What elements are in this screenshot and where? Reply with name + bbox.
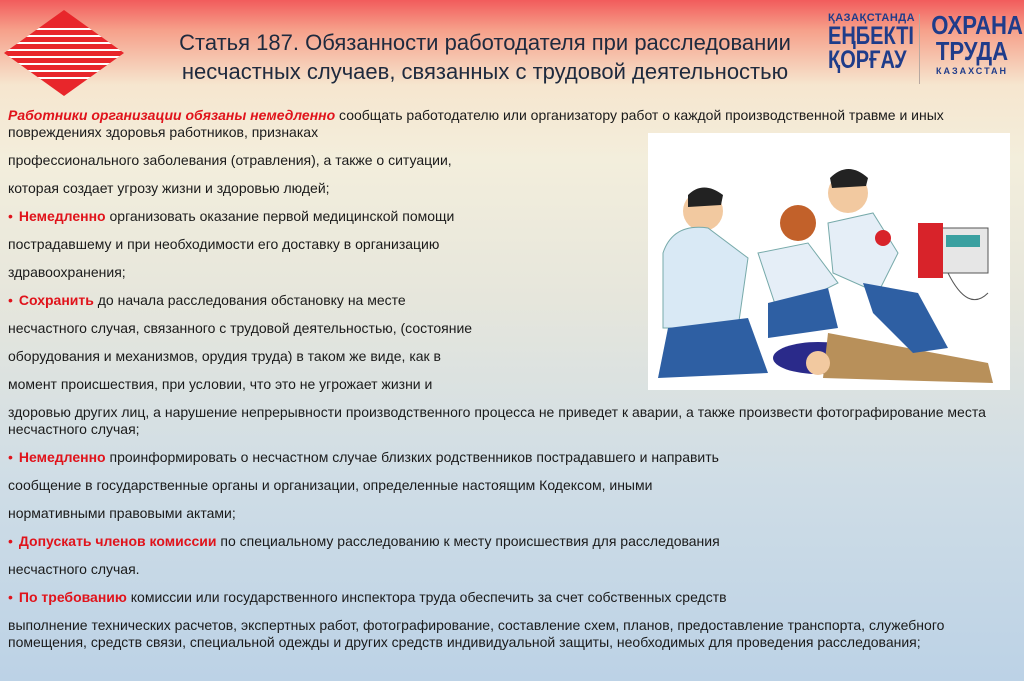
paragraph: профессионального заболевания (отравления), а также о ситуации, <box>8 152 452 168</box>
brand-text: ЕҢБЕКТІ <box>828 22 914 50</box>
bullet-icon: • <box>8 449 13 465</box>
emphasis: Немедленно <box>18 449 106 465</box>
paragraph: здоровью других лиц, а нарушение непрерывности производственного процесса не приведет к аварии, а также произвести фотографирование места несчастного случая; <box>8 404 986 437</box>
first-aid-illustration <box>648 133 1010 390</box>
text: проинформировать о несчастном случае близких родственников пострадавшего и направить <box>105 449 719 465</box>
page-title <box>150 28 820 86</box>
emphasis: Допускать членов комиссии <box>18 533 217 549</box>
bullet-icon: • <box>8 208 13 224</box>
brand-text: ОХРАНА <box>931 10 1023 40</box>
paragraph: пострадавшему и при необходимости его доставку в организацию <box>8 236 440 252</box>
brand-divider <box>919 14 920 84</box>
paragraph: момент происшествия, при условии, что это не угрожает жизни и <box>8 376 433 392</box>
brand-ru <box>924 10 1023 76</box>
title-line: Статья 187. Обязанности работодателя при расследовании <box>179 30 791 55</box>
bullet-item <box>8 449 1018 466</box>
paragraph: здравоохранения; <box>8 264 126 280</box>
paragraph: несчастного случая. <box>8 561 140 577</box>
paragraph: оборудования и механизмов, орудия труда) в таком же виде, как в <box>8 348 441 364</box>
emphasis: По требованию <box>18 589 127 605</box>
text: организовать оказание первой медицинской помощи <box>105 208 455 224</box>
brand-text: ҚАЗАҚСТАНДА <box>828 12 916 24</box>
bullet-item <box>8 533 1018 550</box>
bullet-icon: • <box>8 533 13 549</box>
text: до начала расследования обстановку на месте <box>93 292 406 308</box>
paragraph: нормативными правовыми актами; <box>8 505 236 521</box>
bullet-item <box>8 589 1018 606</box>
bullet-icon: • <box>8 292 13 308</box>
brand-logo <box>824 12 1024 87</box>
text: по специальному расследованию к месту происшествия для расследования <box>216 533 720 549</box>
paragraph: которая создает угрозу жизни и здоровью людей; <box>8 180 330 196</box>
emphasis: Немедленно <box>18 208 106 224</box>
brand-text: ҚОРҒАУ <box>828 46 907 74</box>
text: комиссии или государственного инспектора труда обеспечить за счет собственных средств <box>126 589 727 605</box>
emphasis: Работники организации обязаны немедленно <box>8 107 336 123</box>
title-line: несчастных случаев, связанных с трудовой деятельностью <box>181 59 789 84</box>
paragraph: сообщение в государственные органы и организации, определенные настоящим Кодексом, иными <box>8 477 653 493</box>
brand-text: ТРУДА <box>935 36 1009 66</box>
emphasis: Сохранить <box>18 292 94 308</box>
company-logo-diamond <box>0 8 128 98</box>
bullet-icon: • <box>8 589 13 605</box>
brand-text: КАЗАХСТАН <box>936 66 1008 76</box>
paragraph: несчастного случая, связанного с трудовой деятельностью, (состояние <box>8 320 473 336</box>
paragraph: выполнение технических расчетов, экспертных работ, фотографирование, составление схем, планов, предоставление транспорта, служебного помещения, средств связи, специальной одежды и других средств индивидуальной защиты, необходимых для проведения расследования; <box>8 617 945 650</box>
text: сообщать работодателю или организатору работ о каждой производственной травме и иных повреждениях здоровья работников, признаках <box>8 107 944 140</box>
